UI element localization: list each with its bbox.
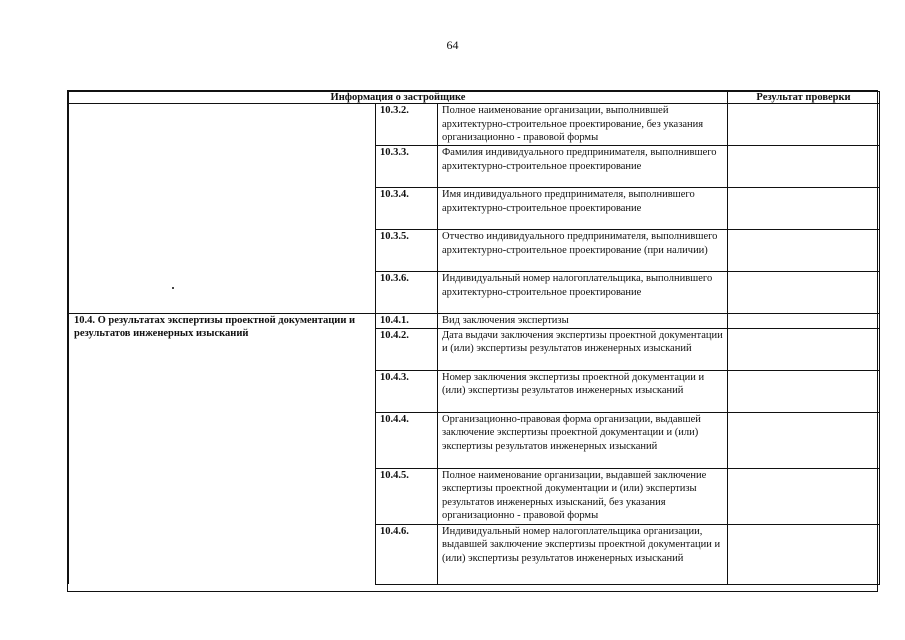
row-code: 10.4.3. [376, 370, 438, 412]
row-code: 10.3.3. [376, 146, 438, 188]
row-code: 10.3.4. [376, 188, 438, 230]
header-result: Результат проверки [728, 92, 880, 104]
result-cell [728, 230, 880, 272]
result-cell [728, 370, 880, 412]
result-cell [728, 146, 880, 188]
verification-table [67, 90, 878, 592]
table-row [69, 314, 880, 329]
row-code: 10.3.2. [376, 104, 438, 146]
result-cell [728, 188, 880, 230]
result-cell [728, 314, 880, 329]
row-description: Отчество индивидуального предпринимателя, выполнившего архитектурно-строительное проектирование (при наличии) [438, 230, 728, 272]
row-code: 10.4.4. [376, 412, 438, 468]
result-cell [728, 328, 880, 370]
row-code: 10.4.5. [376, 468, 438, 524]
row-code: 10.3.5. [376, 230, 438, 272]
result-cell [728, 412, 880, 468]
result-cell [728, 104, 880, 146]
table-grid [68, 91, 880, 585]
header-info: Информация о застройщике [69, 92, 728, 104]
row-description: Имя индивидуального предпринимателя, выполнившего архитектурно-строительное проектирование [438, 188, 728, 230]
row-description: Полное наименование организации, выполнившей архитектурно-строительное проектирование, без указания организационно - правовой формы [438, 104, 728, 146]
result-cell [728, 272, 880, 314]
row-description: Номер заключения экспертизы проектной документации и (или) экспертизы результатов инженерных изысканий [438, 370, 728, 412]
result-cell [728, 468, 880, 524]
page-number: 64 [446, 38, 459, 52]
row-description: Вид заключения экспертизы [438, 314, 728, 329]
row-code: 10.3.6. [376, 272, 438, 314]
row-code: 10.4.6. [376, 524, 438, 584]
row-code: 10.4.1. [376, 314, 438, 329]
row-description: Индивидуальный номер налогоплательщика организации, выдавшей заключение экспертизы проектной документации и (или) экспертизы результатов инженерных изысканий [438, 524, 728, 584]
blank-section-cell [69, 104, 376, 314]
section-title-10-4: 10.4. О результатах экспертизы проектной документации и результатов инженерных изысканий [69, 314, 376, 585]
table-header-row [69, 92, 880, 104]
row-description: Индивидуальный номер налогоплательщика, выполнившего архитектурно-строительное проектирование [438, 272, 728, 314]
scan-speck [172, 287, 174, 289]
result-cell [728, 524, 880, 584]
row-code: 10.4.2. [376, 328, 438, 370]
row-description: Полное наименование организации, выдавшей заключение экспертизы проектной документации и (или) экспертизы результатов инженерных изысканий, без указания организационно - правовой формы [438, 468, 728, 524]
table-body [69, 104, 880, 585]
row-description: Организационно-правовая форма организации, выдавшей заключение экспертизы проектной документации и (или) экспертизы результатов инженерных изысканий [438, 412, 728, 468]
row-description: Дата выдачи заключения экспертизы проектной документации и (или) экспертизы результатов инженерных изысканий [438, 328, 728, 370]
table-row [69, 104, 880, 146]
row-description: Фамилия индивидуального предпринимателя, выполнившего архитектурно-строительное проектирование [438, 146, 728, 188]
